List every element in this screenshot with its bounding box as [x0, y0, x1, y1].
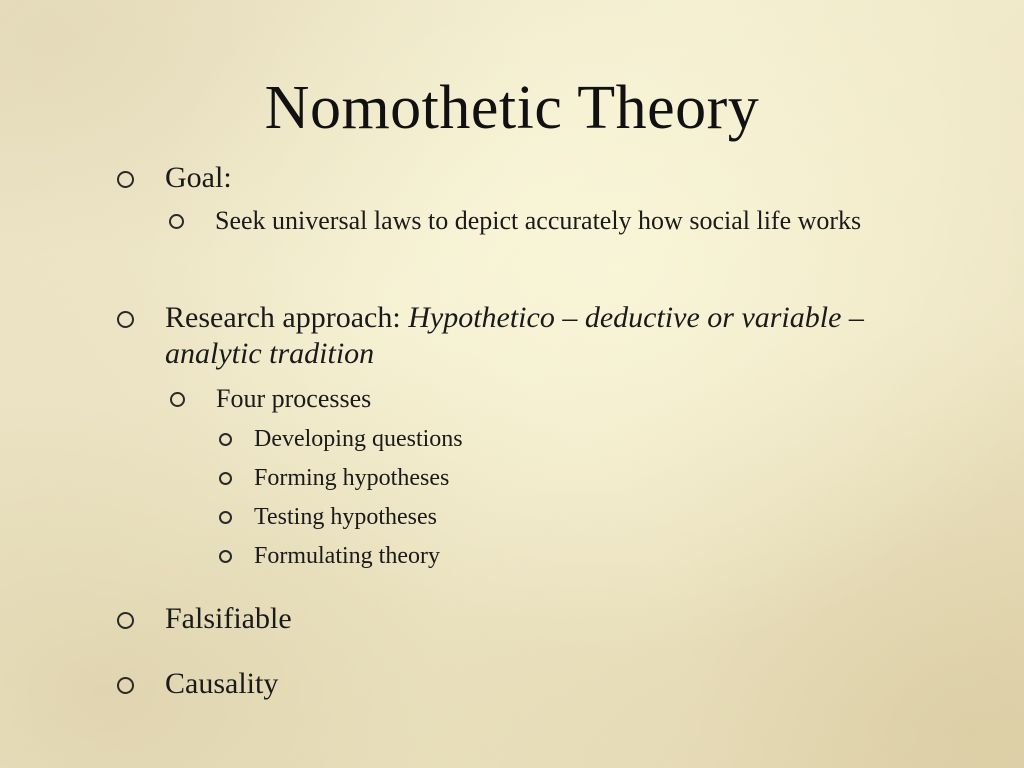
causality-text: Causality	[165, 667, 279, 700]
process-item	[254, 502, 437, 532]
slide-title: Nomothetic Theory	[264, 74, 760, 142]
research-label: Research approach:	[165, 301, 409, 334]
circle-bullet-icon	[117, 171, 134, 188]
falsifiable-text: Falsifiable	[165, 602, 292, 635]
circle-bullet-icon	[117, 612, 134, 629]
process-label: Forming hypotheses	[254, 465, 450, 491]
bullet-research-approach	[165, 300, 925, 372]
circle-bullet-icon	[117, 677, 134, 694]
circle-bullet-icon	[219, 511, 232, 524]
circle-bullet-icon	[219, 433, 232, 446]
process-item	[254, 424, 463, 454]
four-processes-text: Four processes	[216, 384, 372, 413]
circle-bullet-icon	[169, 214, 184, 229]
process-label: Developing questions	[254, 426, 463, 452]
circle-bullet-icon	[219, 472, 232, 485]
research-italic-text: Hypothetico – deductive or variable – analytic tradition	[165, 301, 864, 370]
goal-label: Goal:	[165, 161, 232, 194]
bullet-goal	[165, 160, 232, 196]
process-label: Testing hypotheses	[254, 504, 437, 530]
process-label: Formulating theory	[254, 543, 440, 569]
bullet-four-processes	[216, 382, 371, 416]
bullet-goal-detail	[215, 204, 915, 238]
circle-bullet-icon	[117, 311, 134, 328]
process-item	[254, 541, 440, 571]
process-item	[254, 463, 449, 493]
goal-detail-text: Seek universal laws to depict accurately how social life works	[215, 206, 862, 235]
bullet-causality	[165, 666, 278, 702]
circle-bullet-icon	[219, 550, 232, 563]
circle-bullet-icon	[170, 392, 185, 407]
bullet-falsifiable	[165, 601, 292, 637]
